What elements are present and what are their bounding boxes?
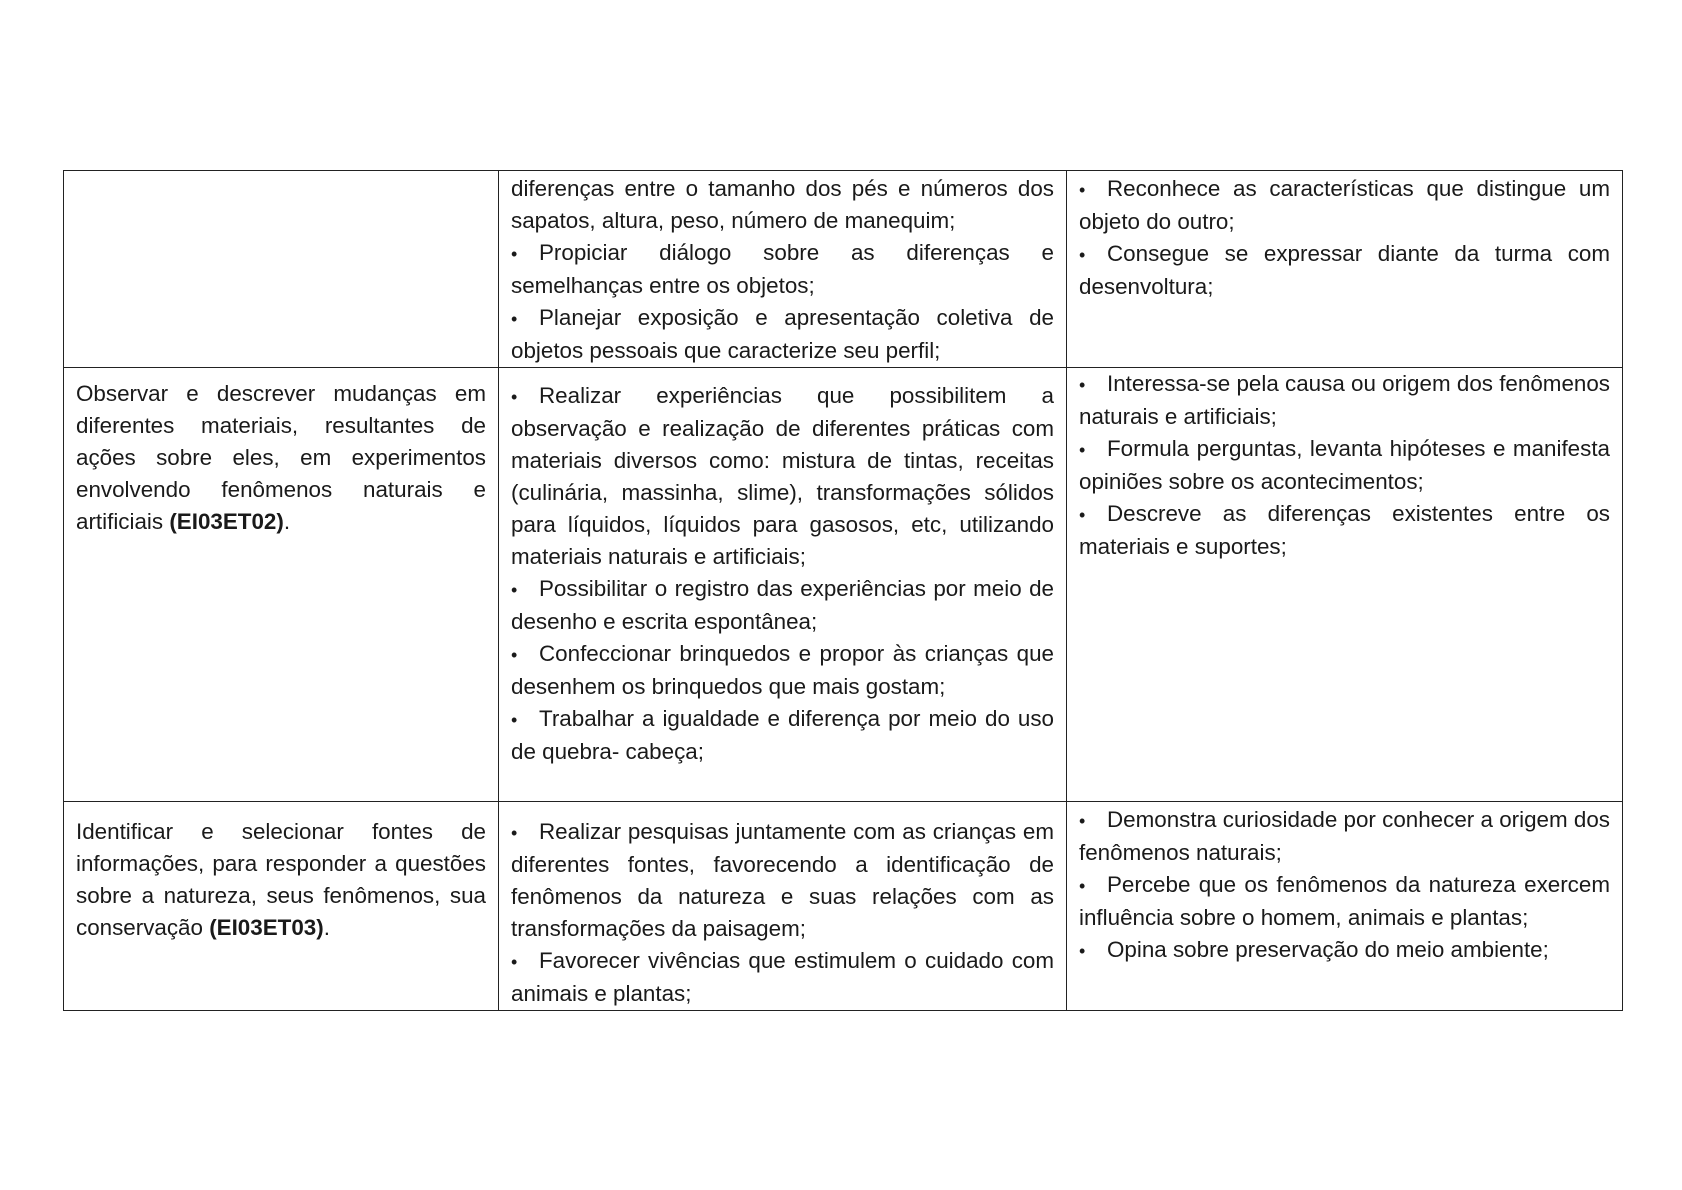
list-item: • Percebe que os fenômenos da natureza exercem influência sobre o homem, animais e plantas;: [1079, 872, 1610, 930]
bullet-icon: •: [1079, 811, 1086, 831]
bullet-icon: •: [1079, 245, 1086, 265]
list-item: • Realizar pesquisas juntamente com as crianças em diferentes fontes, favorecendo a identificação de fenômenos da natureza e suas relações com as transformações da paisagem;: [511, 819, 1054, 941]
list-item: • Formula perguntas, levanta hipóteses e manifesta opiniões sobre os acontecimentos;: [1079, 436, 1610, 494]
list-item: • Interessa-se pela causa ou origem dos fenômenos naturais e artificiais;: [1079, 371, 1610, 429]
bullet-icon: •: [1079, 440, 1086, 460]
activities-cell: [499, 368, 1067, 802]
bullet-icon: •: [1079, 876, 1086, 896]
bullet-icon: •: [511, 244, 518, 264]
table-row: [64, 802, 1623, 1011]
objective-text: Observar e descrever mudanças em diferentes materiais, resultantes de ações sobre eles, em experimentos envolvendo fenômenos naturais e artificiais (EI03ET02).: [76, 381, 486, 534]
list-item: • Propiciar diálogo sobre as diferenças e semelhanças entre os objetos;: [511, 240, 1054, 298]
bullet-icon: •: [511, 823, 518, 843]
table-row: [64, 368, 1623, 802]
list-item: diferenças entre o tamanho dos pés e números dos sapatos, altura, peso, número de manequim;: [511, 176, 1054, 233]
indicators-cell: [1067, 368, 1623, 802]
list-item: • Demonstra curiosidade por conhecer a origem dos fenômenos naturais;: [1079, 807, 1610, 865]
bullet-icon: •: [511, 309, 518, 329]
activities-cell: [499, 802, 1067, 1011]
objective-code: (EI03ET02): [169, 509, 284, 534]
bullet-icon: •: [1079, 505, 1086, 525]
objective-cell: [64, 171, 499, 368]
objective-cell: [64, 802, 499, 1011]
list-item: • Favorecer vivências que estimulem o cuidado com animais e plantas;: [511, 948, 1054, 1006]
table-row: [64, 171, 1623, 368]
indicators-cell: [1067, 802, 1623, 1011]
bullet-icon: •: [1079, 180, 1086, 200]
list-item: • Confeccionar brinquedos e propor às crianças que desenhem os brinquedos que mais gostam;: [511, 641, 1054, 699]
curriculum-table: [63, 170, 1623, 1011]
bullet-icon: •: [511, 952, 518, 972]
list-item: • Realizar experiências que possibilitem a observação e realização de diferentes práticas com materiais diversos como: mistura de tintas, receitas (culinária, massinha, slime), transformações sólidos para líquidos, líquidos para gasosos, etc, utilizando materiais naturais e artificiais;: [511, 383, 1054, 569]
objective-cell: [64, 368, 499, 802]
activities-cell: [499, 171, 1067, 368]
bullet-icon: •: [511, 645, 518, 665]
objective-code: (EI03ET03): [209, 915, 324, 940]
list-item: • Planejar exposição e apresentação coletiva de objetos pessoais que caracterize seu perfil;: [511, 305, 1054, 363]
list-item: • Descreve as diferenças existentes entre os materiais e suportes;: [1079, 501, 1610, 559]
list-item: • Trabalhar a igualdade e diferença por meio do uso de quebra- cabeça;: [511, 706, 1054, 764]
list-item: • Possibilitar o registro das experiências por meio de desenho e escrita espontânea;: [511, 576, 1054, 634]
indicators-cell: [1067, 171, 1623, 368]
list-item: • Consegue se expressar diante da turma com desenvoltura;: [1079, 241, 1610, 299]
bullet-icon: •: [511, 387, 518, 407]
bullet-icon: •: [511, 710, 518, 730]
list-item: • Reconhece as características que distingue um objeto do outro;: [1079, 176, 1610, 234]
bullet-icon: •: [1079, 941, 1086, 961]
bullet-icon: •: [511, 580, 518, 600]
list-item: • Opina sobre preservação do meio ambiente;: [1079, 934, 1610, 967]
bullet-icon: •: [1079, 375, 1086, 395]
objective-text: Identificar e selecionar fontes de informações, para responder a questões sobre a natureza, seus fenômenos, sua conservação (EI03ET03).: [76, 819, 486, 940]
